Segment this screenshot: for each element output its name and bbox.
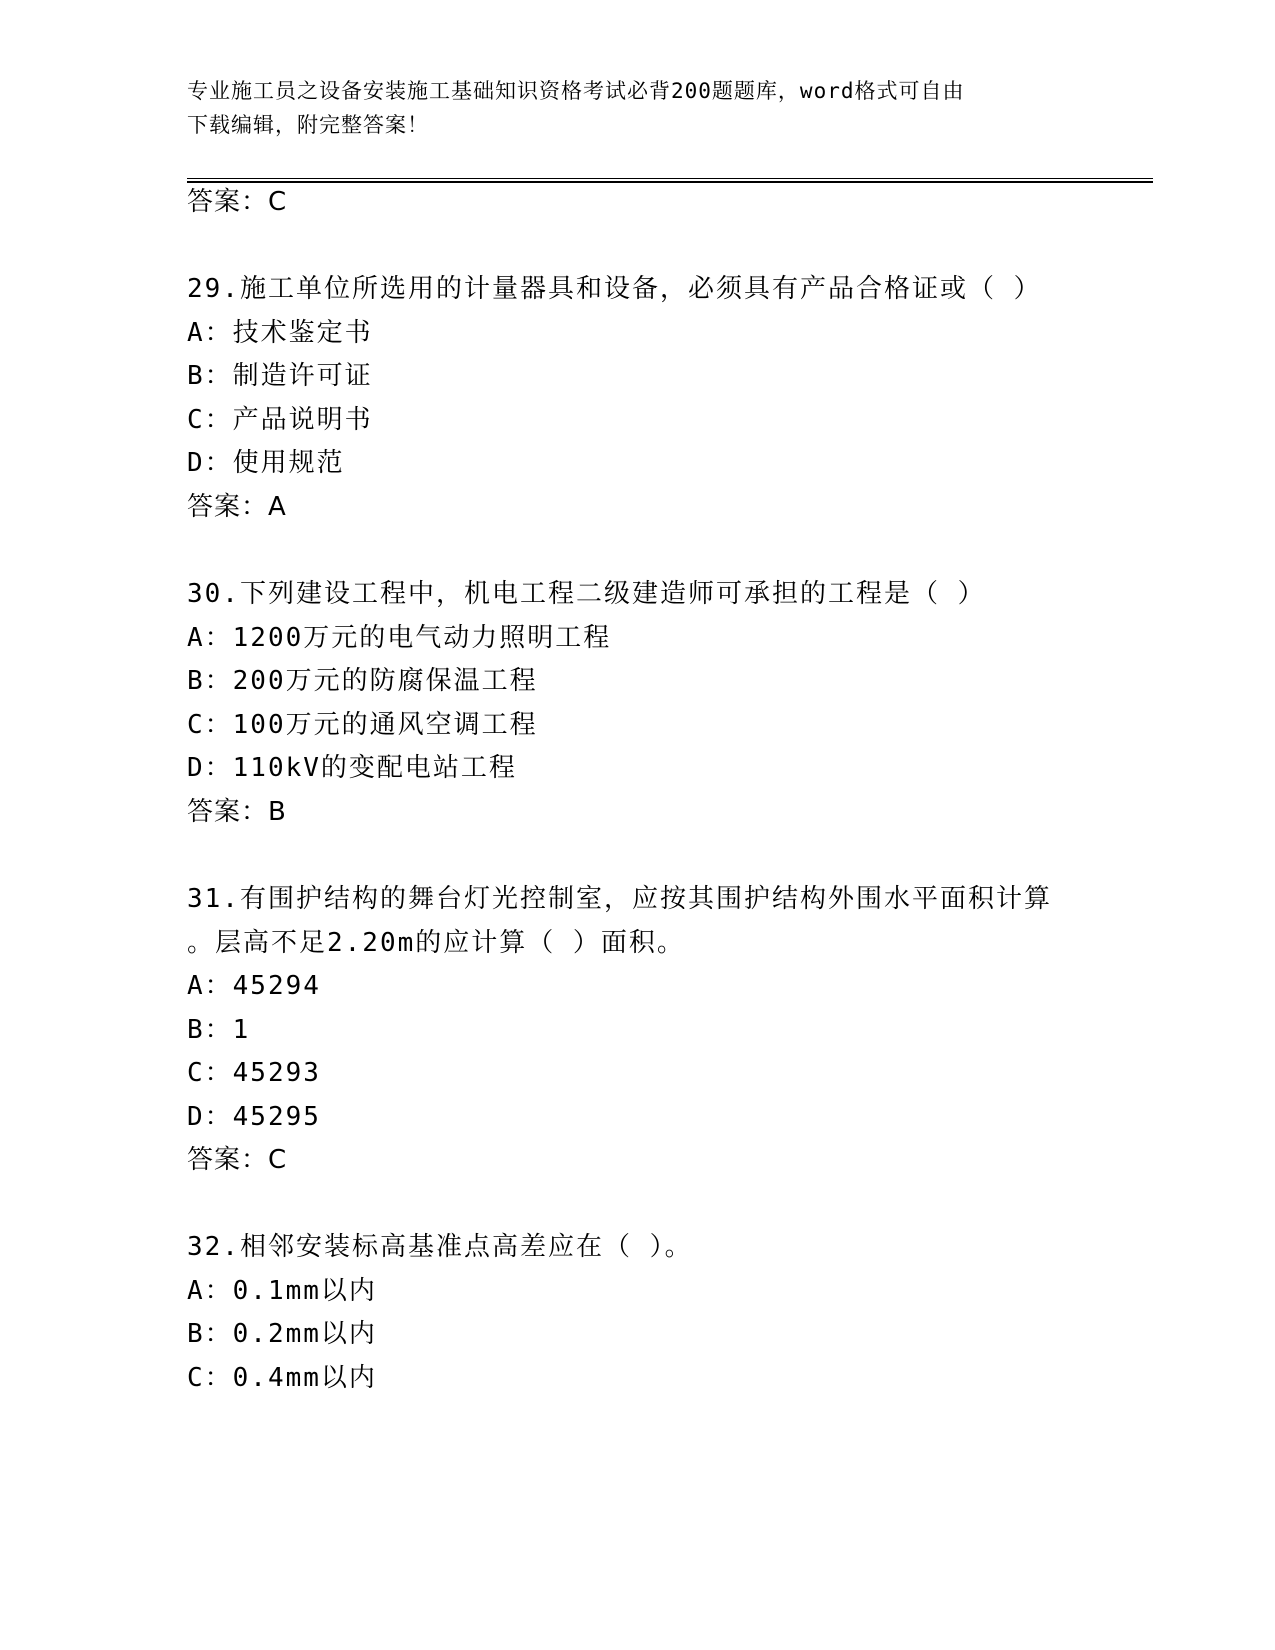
question-32-stem: 32.相邻安装标高基准点高差应在（ ）。 — [187, 1232, 693, 1262]
answer-29: 答案：A — [187, 492, 287, 522]
page-header — [187, 74, 1087, 142]
question-29-option-b: B：制造许可证 — [187, 361, 373, 391]
question-31-option-b: B：1 — [187, 1015, 251, 1045]
question-29-option-c: C：产品说明书 — [187, 405, 373, 435]
answer-28: 答案：C — [187, 187, 288, 217]
question-31-option-d: D：45295 — [187, 1102, 321, 1132]
question-29-option-a: A：技术鉴定书 — [187, 318, 373, 348]
answer-31: 答案：C — [187, 1145, 288, 1175]
question-30-option-d: D：110kV的变配电站工程 — [187, 753, 517, 783]
question-30-option-a: A：1200万元的电气动力照明工程 — [187, 623, 612, 653]
question-31-stem-line-2: 。层高不足2.20m的应计算（ ）面积。 — [187, 928, 685, 958]
answer-30: 答案：B — [187, 797, 287, 827]
question-31-option-a: A：45294 — [187, 971, 321, 1001]
question-32-option-a: A：0.1mm以内 — [187, 1276, 377, 1306]
question-32-option-c: C：0.4mm以内 — [187, 1363, 377, 1393]
question-31-stem-line-1: 31.有围护结构的舞台灯光控制室，应按其围护结构外围水平面积计算 — [187, 884, 1052, 914]
question-32-option-b: B：0.2mm以内 — [187, 1319, 377, 1349]
question-30-stem: 30.下列建设工程中，机电工程二级建造师可承担的工程是（ ） — [187, 579, 986, 609]
header-divider — [187, 178, 1153, 183]
question-30-option-c: C：100万元的通风空调工程 — [187, 710, 538, 740]
header-line-2: 下载编辑，附完整答案！ — [187, 113, 429, 137]
question-29-stem: 29.施工单位所选用的计量器具和设备，必须具有产品合格证或（ ） — [187, 274, 1042, 304]
question-29-option-d: D：使用规范 — [187, 448, 345, 478]
header-line-1: 专业施工员之设备安装施工基础知识资格考试必背200题题库，word格式可自由 — [187, 79, 965, 103]
question-31-option-c: C：45293 — [187, 1058, 321, 1088]
question-30-option-b: B：200万元的防腐保温工程 — [187, 666, 538, 696]
